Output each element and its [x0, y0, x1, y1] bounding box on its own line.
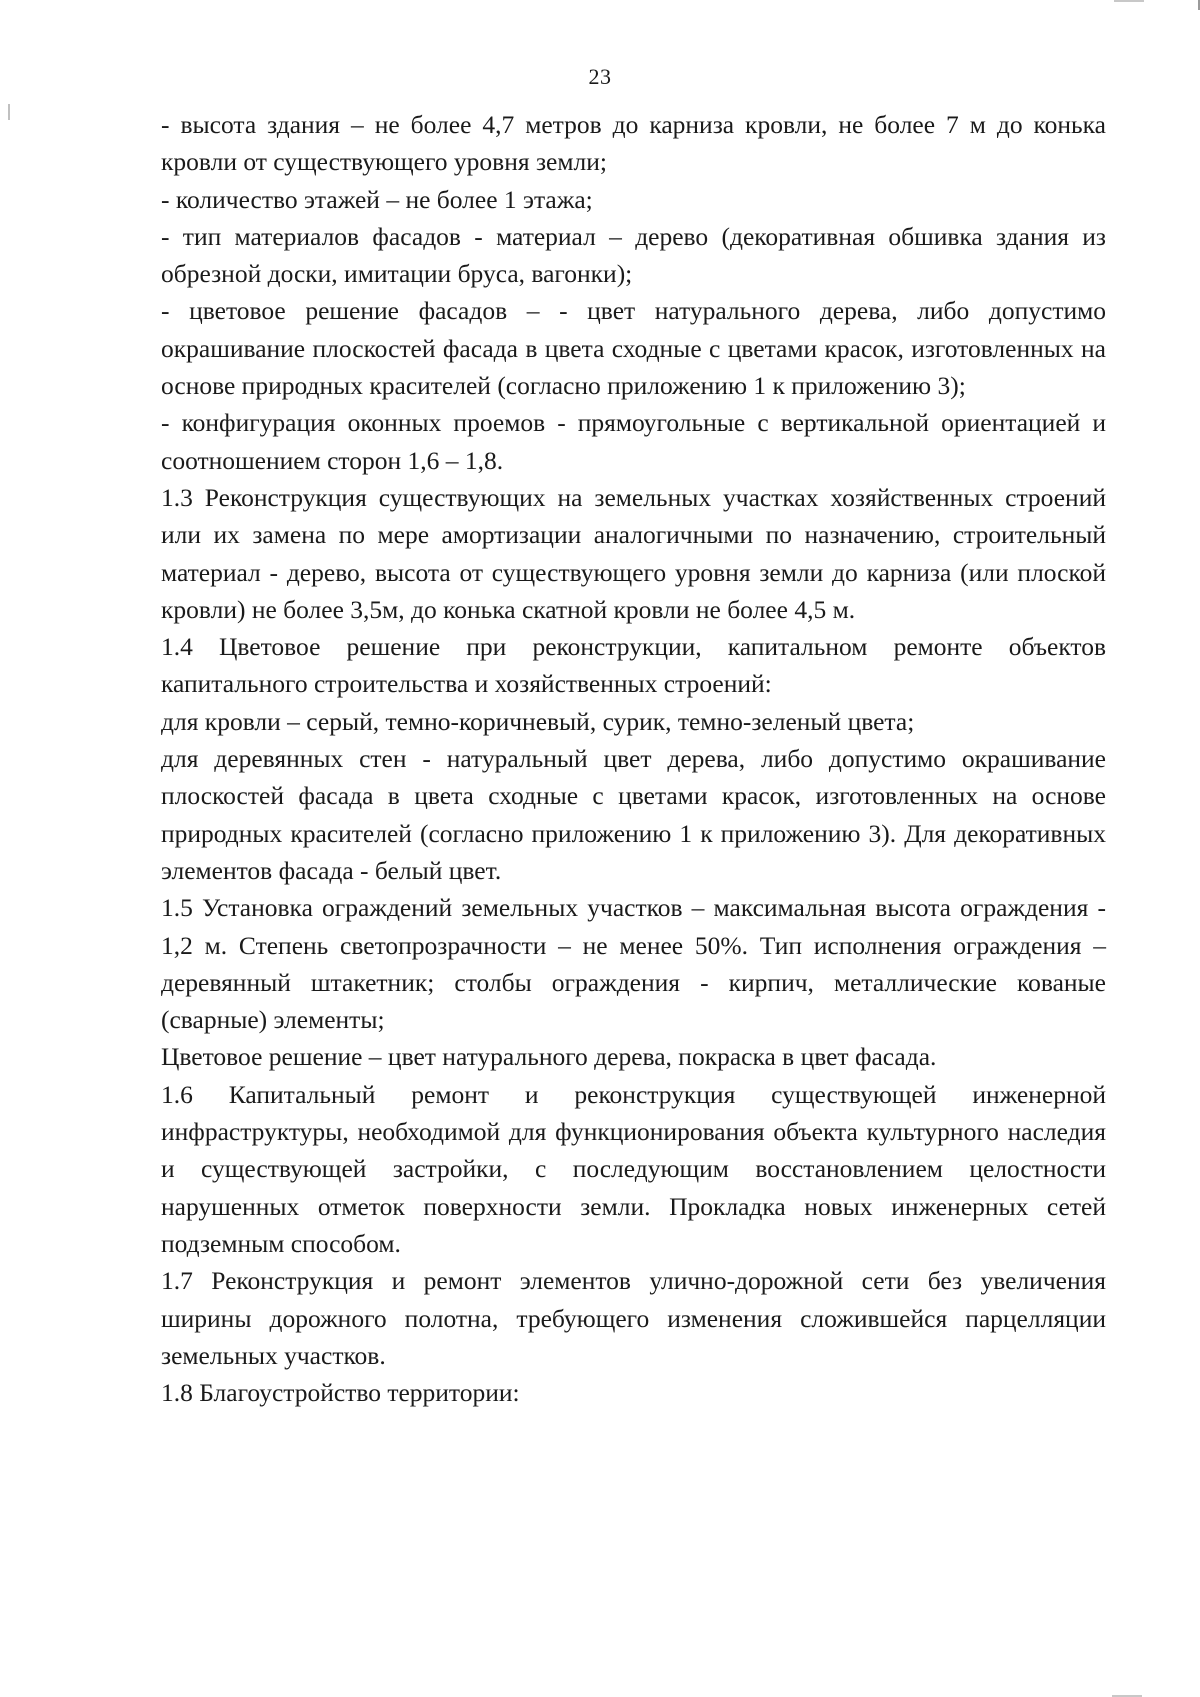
paragraph-wall-colors: для деревянных стен - натуральный цвет дерева, либо допустимо окрашивание плоскостей фасада в цвета сходные с цветами красок, изготовленных на основе природных красителей (согласно приложению 1 к приложению 3). Для декоративных элементов фасада - белый цвет. — [161, 744, 1106, 885]
scan-artifact — [8, 104, 10, 120]
paragraph-section-1-5: 1.5 Установка ограждений земельных участков – максимальная высота ограждения - 1,2 м. Степень светопрозрачности – не менее 50%. Тип исполнения ограждения – деревянный штакетник; столбы ограждения - кирпич, металлические кованые (сварные) элементы; — [161, 893, 1106, 1035]
paragraph-window-openings: - конфигурация оконных проемов - прямоугольные с вертикальной ориентацией и соотношением сторон 1,6 – 1,8. — [161, 408, 1106, 475]
paragraph-roof-colors: для кровли – серый, темно-коричневый, сурик, темно-зеленый цвета; — [161, 706, 915, 736]
paragraph-section-1-8: 1.8 Благоустройство территории: — [161, 1378, 520, 1408]
paragraph-section-1-7: 1.7 Реконструкция и ремонт элементов улично-дорожной сети без увеличения ширины дорожного полотна, требующего изменения сложившейся парцелляции земельных участков. — [161, 1266, 1106, 1370]
paragraph-section-1-4: 1.4 Цветовое решение при реконструкции, капитальном ремонте объектов капитального строительства и хозяйственных строений: — [161, 632, 1106, 699]
paragraph-building-height: - высота здания – не более 4,7 метров до карниза кровли, не более 7 м до конька кровли от существующего уровня земли; — [161, 110, 1106, 177]
paragraph-facade-materials: - тип материалов фасадов - материал – дерево (декоративная обшивка здания из обрезной доски, имитации бруса, вагонки); — [161, 221, 1106, 289]
document-body — [161, 106, 1106, 1411]
paragraph-section-1-3: 1.3 Реконструкция существующих на земельных участках хозяйственных строений или их замена по мере амортизации аналогичными по назначению, строительный материал - дерево, высота от существующего уровня земли до карниза (или плоской кровли) не более 3,5м, до конька скатной кровли не более 4,5 м. — [161, 482, 1106, 624]
paragraph-section-1-6: 1.6 Капитальный ремонт и реконструкция существующей инженерной инфраструктуры, необходимой для функционирования объекта культурного наследия и существующей застройки, с последующим восстановлением целостности нарушенных отметок поверхности земли. Прокладка новых инженерных сетей подземным способом. — [161, 1079, 1106, 1258]
paragraph-facade-colors: - цветовое решение фасадов – - цвет натурального дерева, либо допустимо окрашивание плоскостей фасада в цвета сходные с цветами красок, изготовленных на основе природных красителей (согласно приложению 1 к приложению 3); — [161, 296, 1106, 401]
scan-artifact — [1114, 0, 1144, 2]
paragraph-fence-colors: Цветовое решение – цвет натурального дерева, покраска в цвет фасада. — [161, 1042, 937, 1072]
paragraph-floor-count: - количество этажей – не более 1 этажа; — [161, 184, 593, 214]
page-number: 23 — [588, 64, 612, 89]
